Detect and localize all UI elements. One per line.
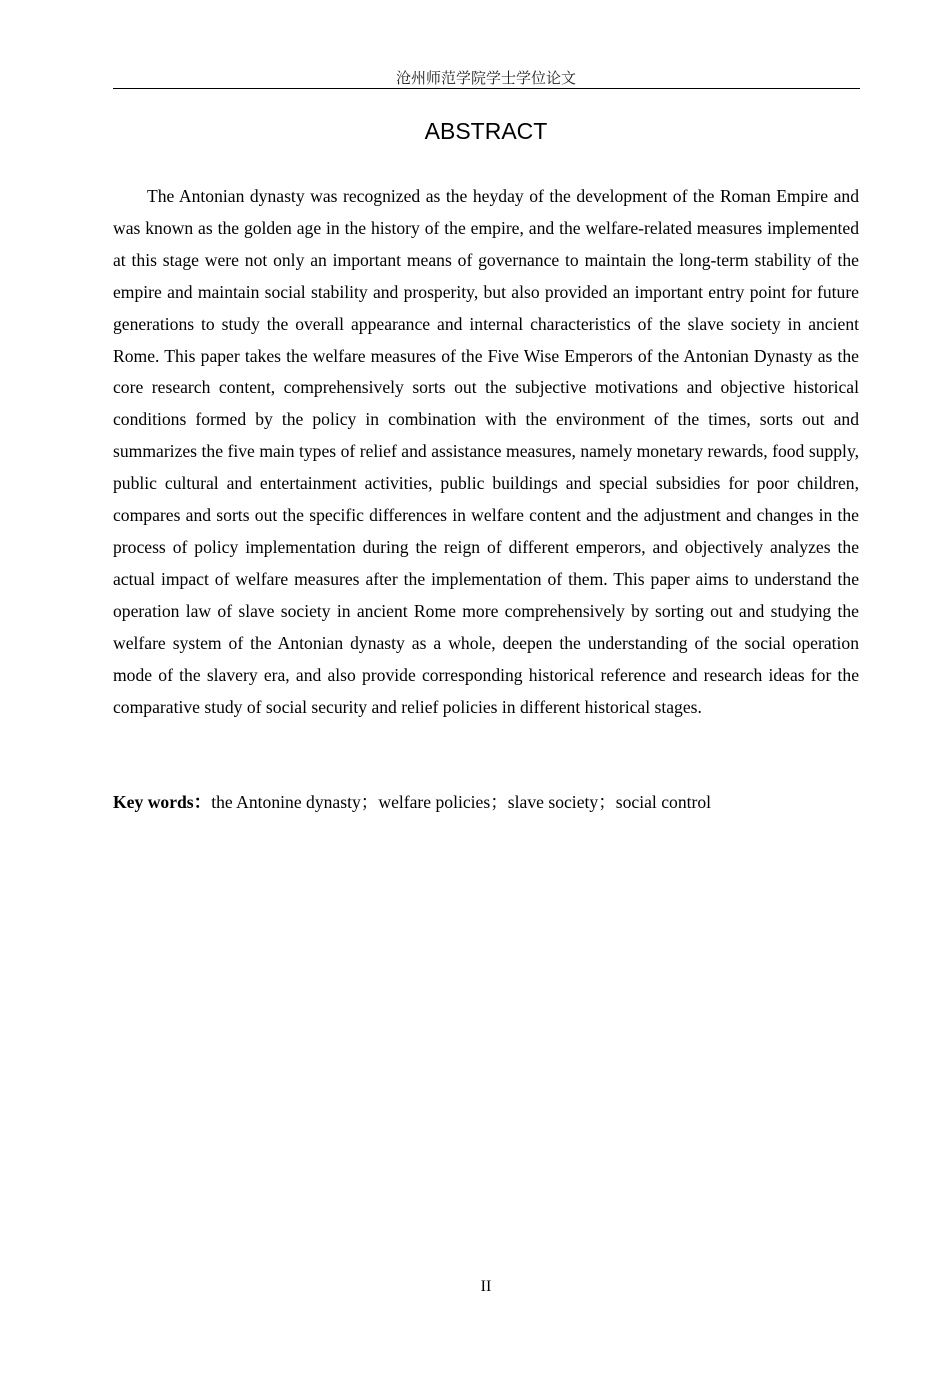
keywords-line [113, 787, 859, 819]
abstract-title: ABSTRACT [424, 118, 548, 144]
page-number: II [480, 1278, 492, 1295]
keywords-label: Key words： [113, 792, 212, 812]
running-header: 沧州师范学院学士学位论文 [395, 69, 576, 87]
abstract-body: The Antonian dynasty was recognized as the heyday of the development of the Roman Empire and was known as the golden age in the history of the empire, and the welfare-related measures implemented at this stage were not only an important means of governance to maintain the long-term stability of the empire and maintain social stability and prosperity, but also provided an important entry point for future generations to study the overall appearance and internal characteristics of the slave society in ancient Rome. This paper takes the welfare measures of the Five Wise Emperors of the Antonian Dynasty as the core research content, comprehensively sorts out the subjective motivations and objective historical conditions formed by the policy in combination with the environment of the times, sorts out and summarizes the five main types of relief and assistance measures, namely monetary rewards, food supply, public cultural and entertainment activities, public buildings and special subsidies for poor children, compares and sorts out the specific differences in welfare content and the adjustment and changes in the process of policy implementation during the reign of different emperors, and objectively analyzes the actual impact of welfare measures after the implementation of them. This paper aims to understand the operation law of slave society in ancient Rome more comprehensively by sorting out and studying the welfare system of the Antonian dynasty as a whole, deepen the understanding of the social operation mode of the slavery era, and also provide corresponding historical reference and research ideas for the comparative study of social security and relief policies in different historical stages. [113, 186, 859, 717]
keywords-text: the Antonine dynasty；welfare policies；slave society；social control [211, 792, 712, 812]
header-rule [113, 88, 860, 89]
